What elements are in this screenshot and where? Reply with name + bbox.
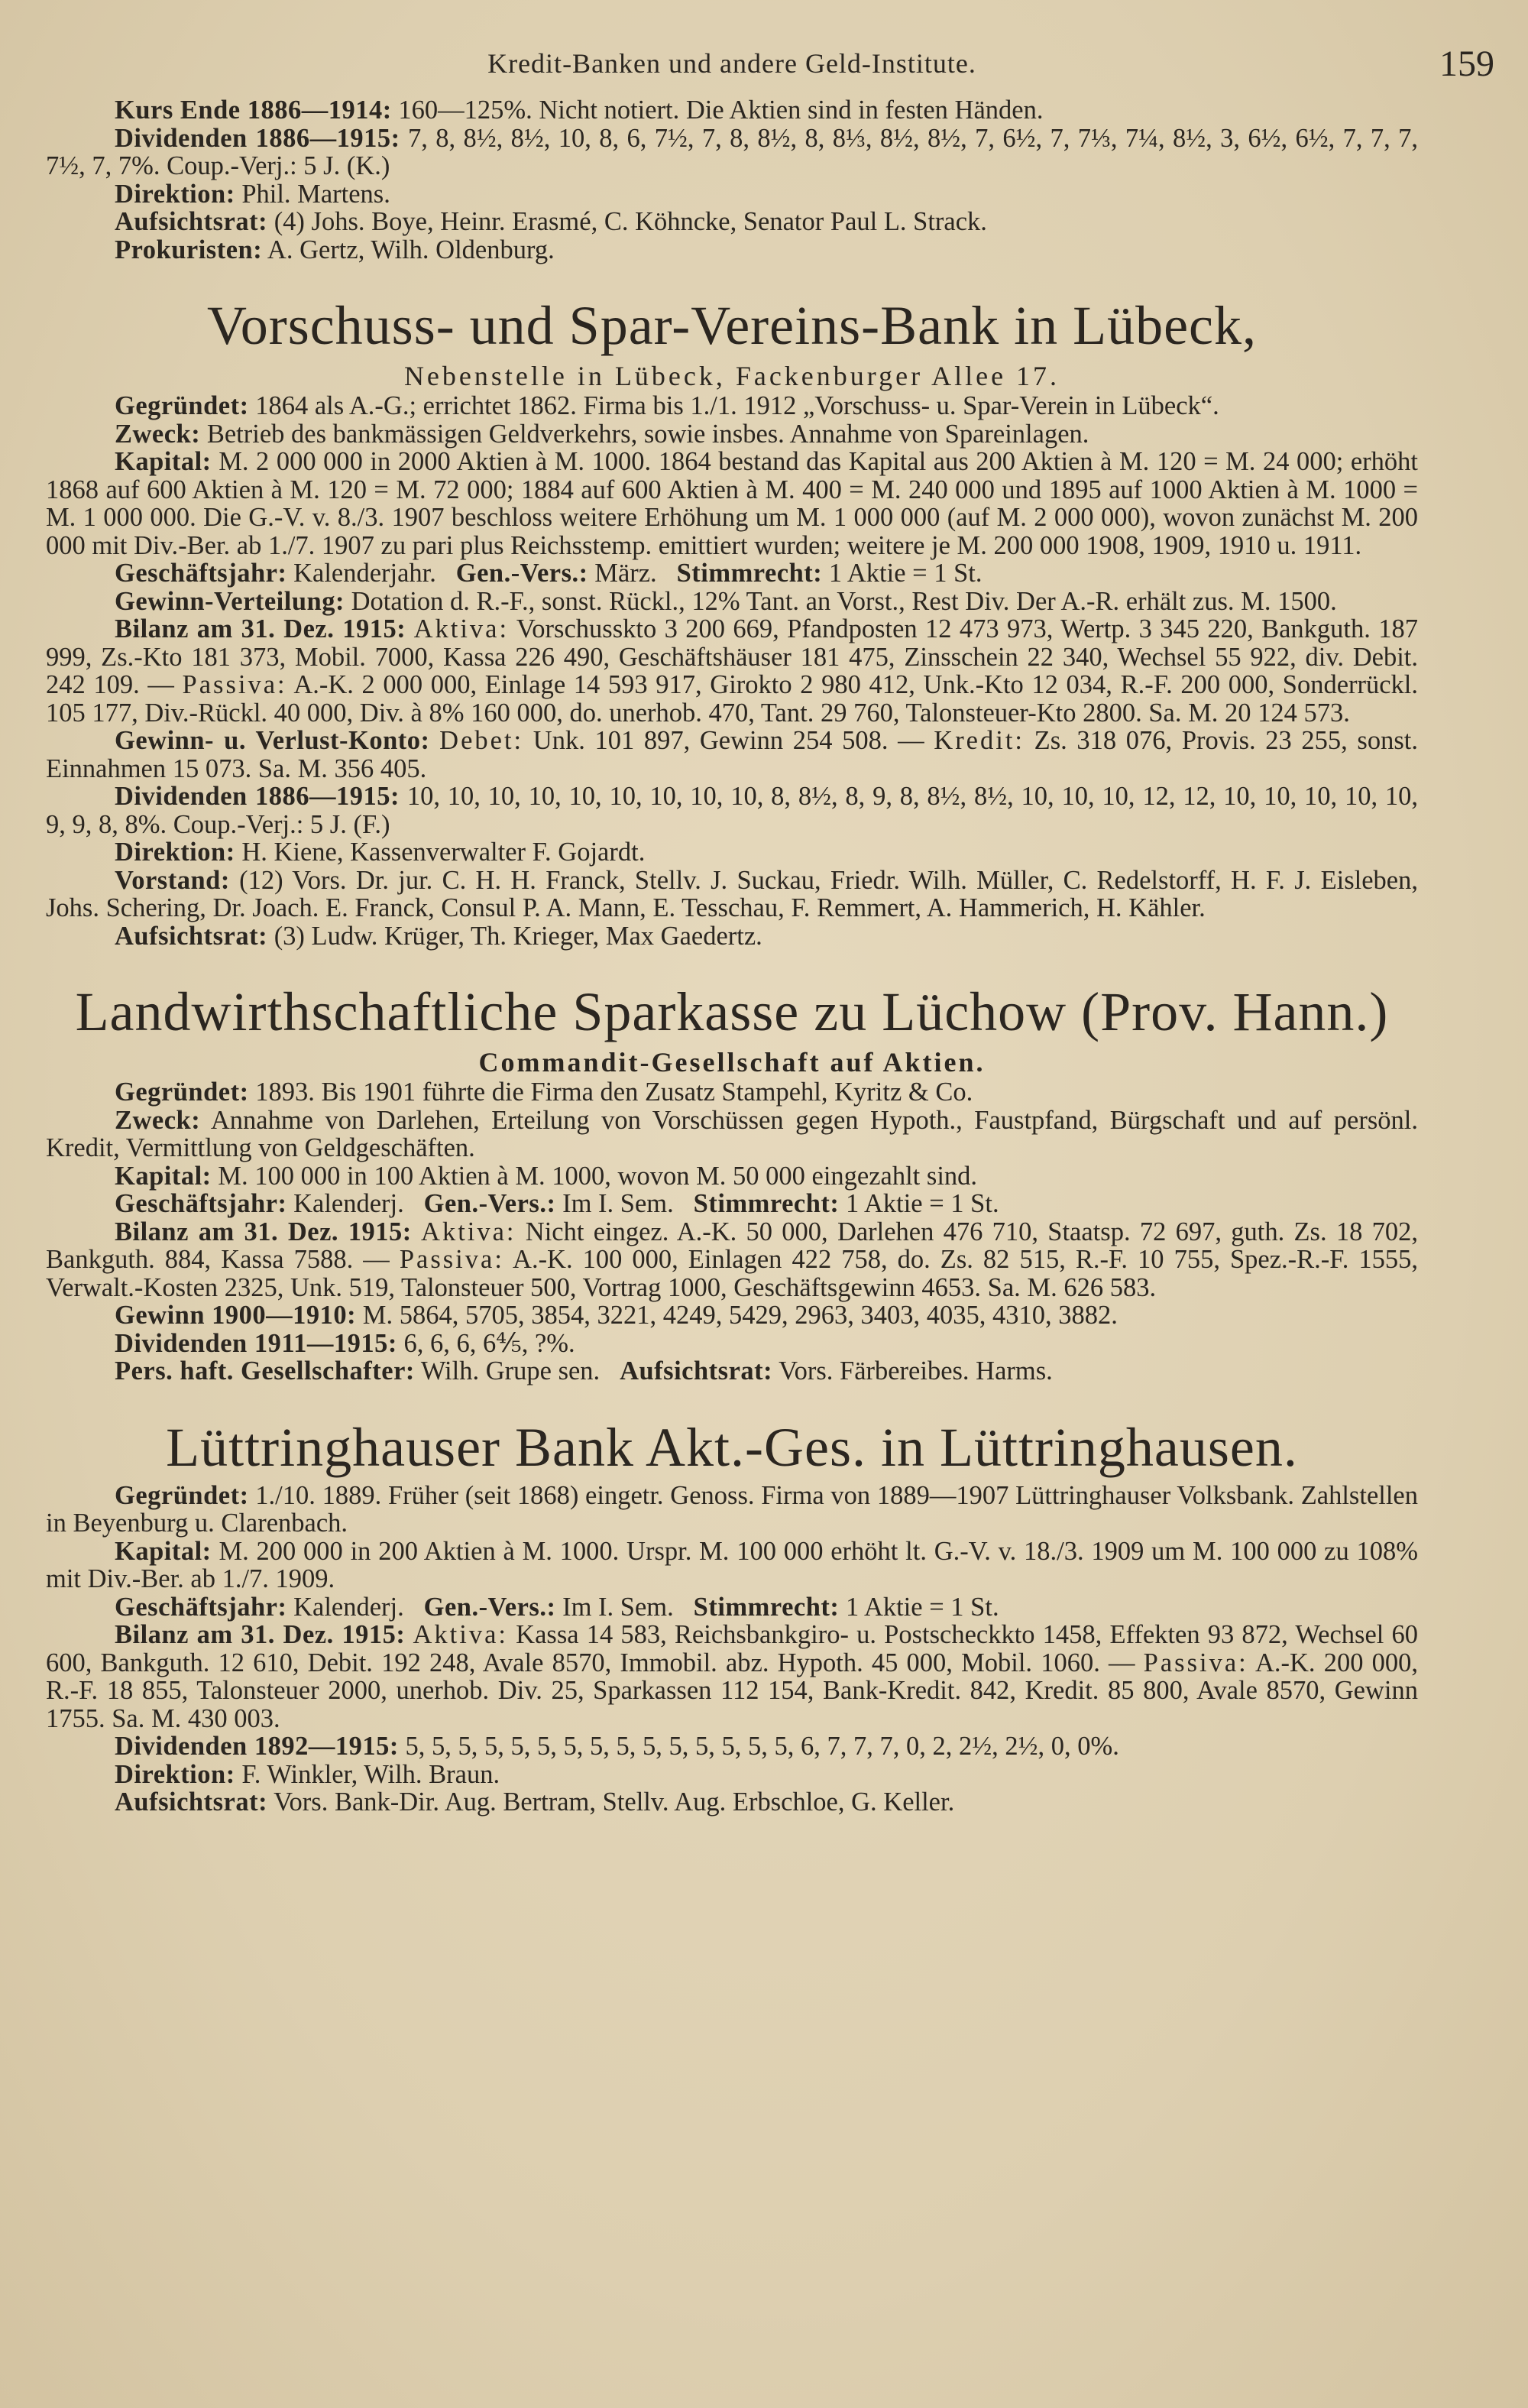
field-bilanz: Bilanz am 31. Dez. 1915: Aktiva: Nicht eingez. A.-K. 50 000, Darlehen 476 710, Staatsp. 72 697, guth. Zs. 18 702, Bankguth. 884, Kassa 7588. — Passiva: A.-K. 100 000, Einlagen 422 758, do. Zs. 82 515, R.-F. 10 755, Spez.-R.-F. 1555, Verwalt.-Kosten 2325, Unk. 519, Talonsteuer 500, Vortrag 1000, Geschäftsgewinn 4653. Sa. M. 626 583.: [46, 1217, 1418, 1302]
running-head: [46, 43, 1494, 96]
entry-vorschuss-bank: [46, 291, 1418, 950]
field-zweck: Zweck: Annahme von Darlehen, Erteilung von Vorschüssen gegen Hypoth., Faustpfand, Bürgschaft und auf persönl. Kredit, Vermittlung von Geldgeschäften.: [46, 1105, 1418, 1162]
page-number: 159: [1439, 44, 1494, 84]
prev-direktion: Direktion: Phil. Martens.: [115, 179, 390, 209]
field-geschaeftsjahr: Geschäftsjahr: Kalenderjahr. Gen.-Vers.: März. Stimmrecht: 1 Aktie = 1 St.: [115, 559, 983, 588]
field-gegruendet: Gegründet: 1./10. 1889. Früher (seit 1868) eingetr. Genoss. Firma von 1889—1907 Lüttringhauser Volksbank. Zahlstellen in Beyenburg u. Clarenbach.: [46, 1480, 1418, 1538]
field-kapital: Kapital: M. 2 000 000 in 2000 Aktien à M. 1000. 1864 bestand das Kapital aus 200 Aktien à M. 120 = M. 24 000; erhöht 1868 auf 600 Aktien à M. 120 = M. 72 000; 1884 auf 600 Aktien à M. 400 = M. 240 000 und 1895 auf 1000 Aktien à M. 1000 = M. 1 000 000. Die G.-V. v. 8./3. 1907 beschloss weitere Erhöhung um M. 1 000 000 (auf M. 2 000 000), wovon zunächst M. 200 000 mit Div.-Ber. ab 1./7. 1907 zu pari plus Reichsstemp. emittiert wurden; weitere je M. 200 000 1908, 1909, 1910 u. 1911.: [46, 447, 1418, 560]
entry-luechow-sparkasse: [46, 977, 1418, 1385]
field-gewinnverteilung: Gewinn-Verteilung: Dotation d. R.-F., sonst. Rückl., 12% Tant. an Vorst., Rest Div. Der A.-R. erhält zus. M. 1500.: [115, 586, 1337, 616]
entry-title: Landwirthschaftliche Sparkasse zu Lüchow (Prov. Hann.): [75, 981, 1389, 1042]
field-geschaeftsjahr: Geschäftsjahr: Kalenderj. Gen.-Vers.: Im I. Sem. Stimmrecht: 1 Aktie = 1 St.: [115, 1189, 999, 1218]
prev-kurs: Kurs Ende 1886—1914: 160—125%. Nicht notiert. Die Aktien sind in festen Händen.: [115, 96, 1044, 125]
entry-title: Lüttringhauser Bank Akt.-Ges. in Lüttringhausen.: [166, 1416, 1298, 1478]
field-kapital: Kapital: M. 100 000 in 100 Aktien à M. 1000, wovon M. 50 000 eingezahlt sind.: [115, 1161, 978, 1191]
field-gewinn: Gewinn 1900—1910: M. 5864, 5705, 3854, 3221, 4249, 5429, 2963, 3403, 4035, 4310, 3882.: [115, 1301, 1118, 1330]
field-guv: Gewinn- u. Verlust-Konto: Debet: Unk. 101 897, Gewinn 254 508. — Kredit: Zs. 318 076, Provis. 23 255, sonst. Einnahmen 15 073. Sa. M. 356 405.: [46, 726, 1418, 783]
field-dividenden: Dividenden 1892—1915: 5, 5, 5, 5, 5, 5, 5, 5, 5, 5, 5, 5, 5, 5, 5, 6, 7, 7, 7, 0, 2, 2½, 2½, 0, 0%.: [115, 1732, 1119, 1761]
prev-prokuristen: Prokuristen: A. Gertz, Wilh. Oldenburg.: [115, 235, 555, 264]
field-bilanz: Bilanz am 31. Dez. 1915: Aktiva: Kassa 14 583, Reichsbankgiro- u. Postscheckkto 1458, Effekten 93 872, Wechsel 60 600, Bankguth. 12 610, Debit. 192 248, Avale 8570, Immobil. abz. Hypoth. 45 000, Mobil. 1060. — Passiva: A.-K. 200 000, R.-F. 18 855, Talonsteuer 2000, unerhob. Div. 25, Sparkassen 112 154, Bank-Kredit. 842, Kredit. 85 800, Avale 8570, Gewinn 1755. Sa. M. 430 003.: [46, 1620, 1418, 1733]
field-vorstand: Vorstand: (12) Vors. Dr. jur. C. H. H. Franck, Stellv. J. Suckau, Friedr. Wilh. Müller, C. Redelstorff, H. F. J. Eisleben, Johs. Schering, Dr. Joach. E. Franck, Consul P. A. Mann, E. Tesschau, F. Remmert, A. Hammerich, H. Kähler.: [46, 865, 1418, 922]
running-title: Kredit-Banken und andere Geld-Institute.: [487, 48, 976, 79]
field-direktion: Direktion: H. Kiene, Kassenverwalter F. Gojardt.: [115, 838, 646, 867]
field-direktion: Direktion: F. Winkler, Wilh. Braun.: [115, 1759, 500, 1789]
entry-subtitle: Nebenstelle in Lübeck, Fackenburger Allee 17.: [403, 361, 1060, 391]
field-zweck: Zweck: Betrieb des bankmässigen Geldverkehrs, sowie insbes. Annahme von Spareinlagen.: [115, 419, 1089, 449]
entry-title: Vorschuss- und Spar-Vereins-Bank in Lübeck,: [207, 295, 1257, 356]
field-dividenden: Dividenden 1886—1915: 10, 10, 10, 10, 10, 10, 10, 10, 10, 8, 8½, 8, 9, 8, 8½, 8½, 10, 10, 10, 12, 12, 10, 10, 10, 10, 10, 9, 9, 8, 8%. Coup.-Verj.: 5 J. (F.): [46, 782, 1419, 839]
entry-subtitle: Commandit-Gesellschaft auf Aktien.: [478, 1047, 986, 1078]
prev-aufsichtsrat: Aufsichtsrat: (4) Johs. Boye, Heinr. Erasmé, C. Köhncke, Senator Paul L. Strack.: [115, 207, 987, 236]
previous-entry-continuation: [46, 96, 1418, 264]
field-gegruendet: Gegründet: 1893. Bis 1901 führte die Firma den Zusatz Stampehl, Kyritz & Co.: [115, 1078, 973, 1107]
field-dividenden: Dividenden 1911—1915: 6, 6, 6, 6⅘, ?%.: [115, 1328, 575, 1358]
field-pers-haft: Pers. haft. Gesellschafter: Wilh. Grupe sen. Aufsichtsrat: Vors. Färbereibes. Harms.: [115, 1356, 1053, 1385]
field-gegruendet: Gegründet: 1864 als A.-G.; errichtet 1862. Firma bis 1./1. 1912 „Vorschuss- u. Spar-Verein in Lübeck“.: [115, 391, 1219, 420]
field-aufsichtsrat: Aufsichtsrat: Vors. Bank-Dir. Aug. Bertram, Stellv. Aug. Erbschloe, G. Keller.: [115, 1787, 955, 1817]
field-kapital: Kapital: M. 200 000 in 200 Aktien à M. 1000. Urspr. M. 100 000 erhöht lt. G.-V. v. 18./3. 1909 um M. 100 000 zu 108% mit Div.-Ber. ab 1./7. 1909.: [46, 1536, 1418, 1593]
field-geschaeftsjahr: Geschäftsjahr: Kalenderj. Gen.-Vers.: Im I. Sem. Stimmrecht: 1 Aktie = 1 St.: [115, 1592, 999, 1622]
entry-luettringhauser-bank: [46, 1413, 1418, 1817]
prev-dividenden: Dividenden 1886—1915: 7, 8, 8½, 8½, 10, 8, 6, 7½, 7, 8, 8½, 8, 8⅓, 8½, 8½, 7, 6½, 7, 7⅓, 7¼, 8½, 3, 6½, 6½, 7, 7, 7, 7½, 7, 7%. Coup.-Verj.: 5 J. (K.): [46, 123, 1418, 180]
field-bilanz: Bilanz am 31. Dez. 1915: Aktiva: Vorschusskto 3 200 669, Pfandposten 12 473 973, Wertp. 3 345 220, Bankguth. 187 999, Zs.-Kto 181 373, Mobil. 7000, Kassa 226 490, Geschäftshäuser 181 475, Zinsschein 22 340, Wechsel 55 922, div. Debit. 242 109. — Passiva: A.-K. 2 000 000, Einlage 14 593 917, Girokto 2 980 412, Unk.-Kto 12 034, R.-F. 200 000, Sonderrückl. 105 177, Div.-Rückl. 40 000, Div. à 8% 160 000, do. unerhob. 470, Tant. 29 760, Talonsteuer-Kto 2800. Sa. M. 20 124 573.: [46, 614, 1419, 728]
field-aufsichtsrat: Aufsichtsrat: (3) Ludw. Krüger, Th. Krieger, Max Gaedertz.: [115, 921, 762, 951]
